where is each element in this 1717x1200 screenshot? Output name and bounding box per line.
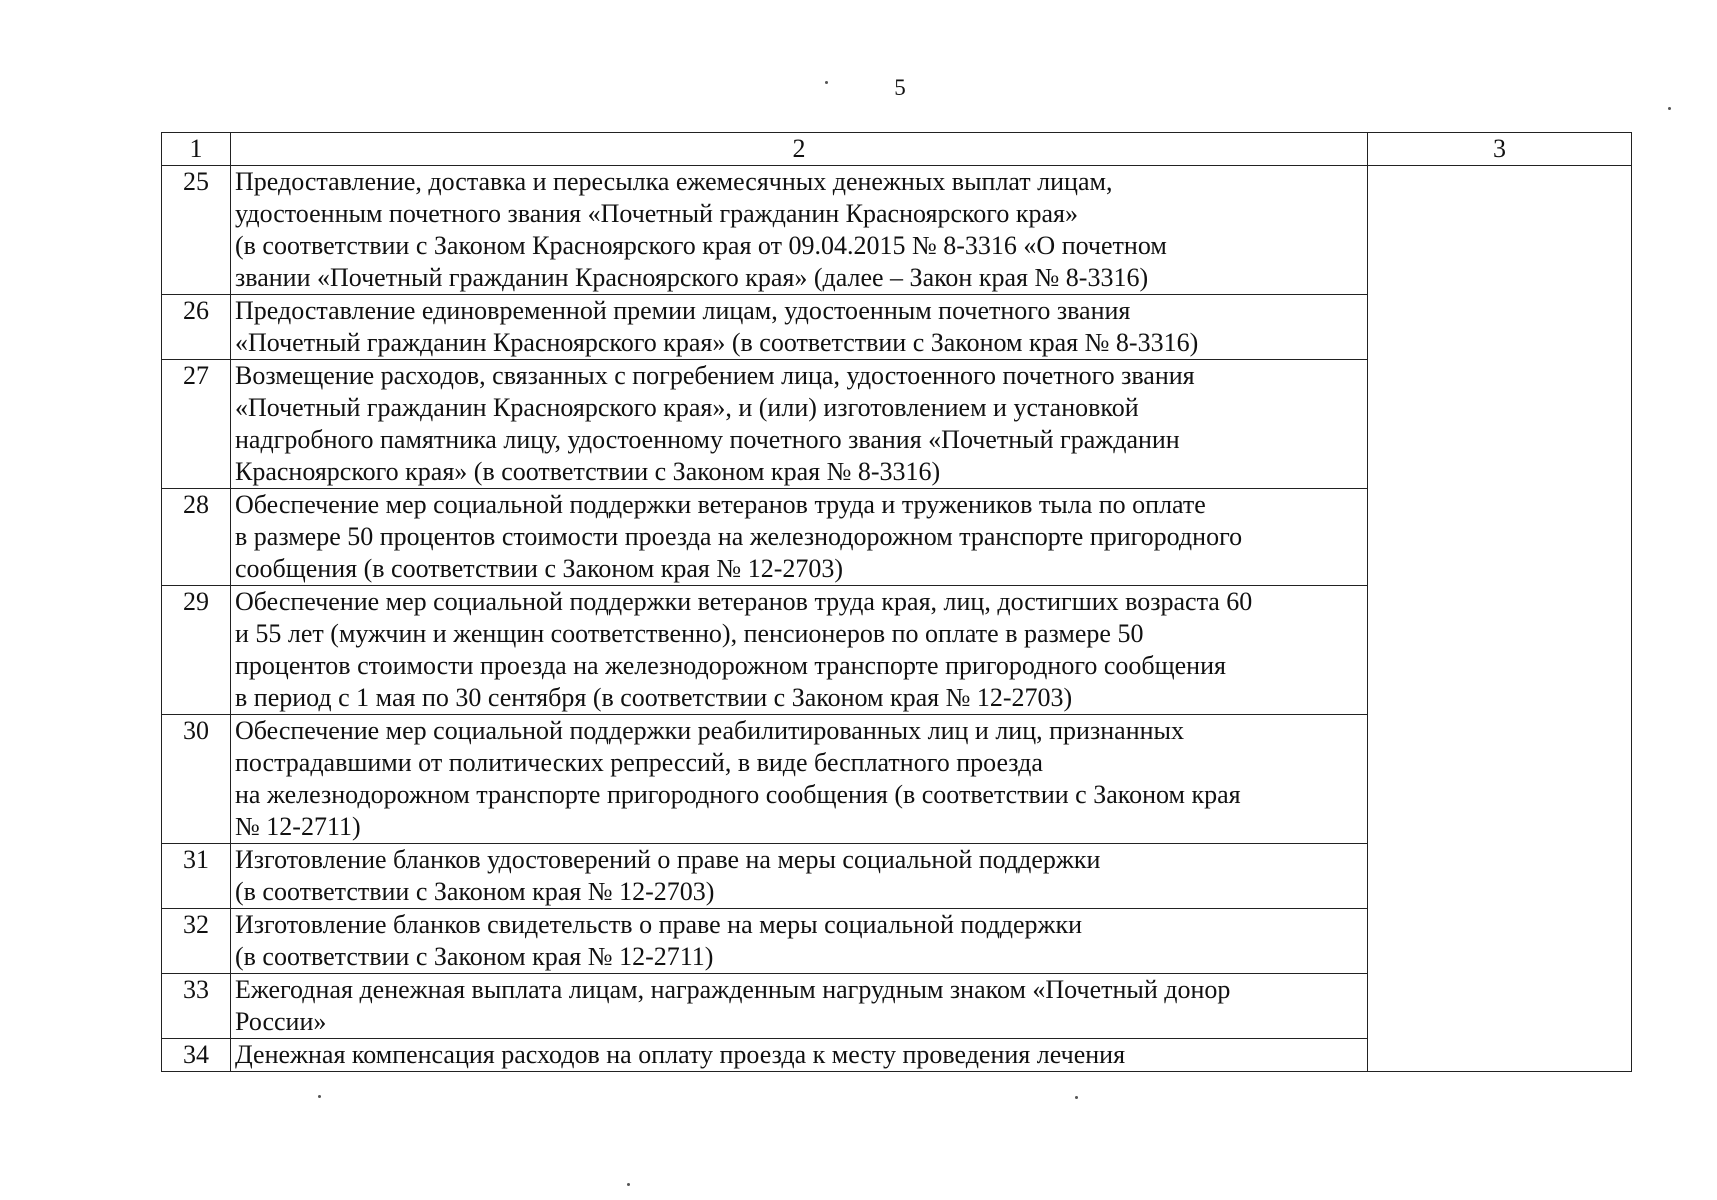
- row-number: 25: [162, 166, 231, 295]
- row-description: [231, 295, 1368, 360]
- row-description: [231, 360, 1368, 489]
- description-line: пострадавшими от политических репрессий, в виде бесплатного проезда: [235, 748, 1043, 777]
- description-line: Обеспечение мер социальной поддержки ветеранов труда края, лиц, достигших возраста 60: [235, 587, 1253, 616]
- scan-speck: [825, 81, 828, 84]
- row-number: 29: [162, 586, 231, 715]
- row-number: 27: [162, 360, 231, 489]
- row-description: [231, 844, 1368, 909]
- description-line: процентов стоимости проезда на железнодорожном транспорте пригородного сообщения: [235, 651, 1226, 680]
- description-line: Возмещение расходов, связанных с погребением лица, удостоенного почетного звания: [235, 361, 1195, 390]
- header-col-1: 1: [162, 133, 231, 166]
- page-number: 5: [894, 75, 906, 100]
- description-line: удостоенным почетного звания «Почетный гражданин Красноярского края»: [235, 199, 1078, 228]
- description-line: «Почетный гражданин Красноярского края», и (или) изготовлением и установкой: [235, 393, 1139, 422]
- header-col-3: 3: [1368, 133, 1632, 166]
- description-line: Денежная компенсация расходов на оплату проезда к месту проведения лечения: [235, 1040, 1126, 1069]
- row-number: 26: [162, 295, 231, 360]
- table-row: [162, 166, 1632, 295]
- description-line: Обеспечение мер социальной поддержки реабилитированных лиц и лиц, признанных: [235, 716, 1184, 745]
- description-line: в размере 50 процентов стоимости проезда на железнодорожном транспорте пригородного: [235, 522, 1243, 551]
- description-line: Изготовление бланков удостоверений о праве на меры социальной поддержки: [235, 845, 1101, 874]
- row-number: 31: [162, 844, 231, 909]
- description-line: (в соответствии с Законом Красноярского края от 09.04.2015 № 8-3316 «О почетном: [235, 231, 1167, 260]
- description-line: и 55 лет (мужчин и женщин соответственно), пенсионеров по оплате в размере 50: [235, 619, 1144, 648]
- row-description: [231, 489, 1368, 586]
- row-number: 30: [162, 715, 231, 844]
- row-number: 34: [162, 1039, 231, 1072]
- description-line: на железнодорожном транспорте пригородного сообщения (в соответствии с Законом края: [235, 780, 1241, 809]
- row-description: [231, 909, 1368, 974]
- description-line: «Почетный гражданин Красноярского края» (в соответствии с Законом края № 8-3316): [235, 328, 1199, 357]
- description-line: России»: [235, 1007, 327, 1036]
- description-line: в период с 1 мая по 30 сентября (в соответствии с Законом края № 12-2703): [235, 683, 1073, 712]
- description-line: Предоставление единовременной премии лицам, удостоенным почетного звания: [235, 296, 1131, 325]
- row-number: 33: [162, 974, 231, 1039]
- row-description: [231, 715, 1368, 844]
- description-line: (в соответствии с Законом края № 12-2703): [235, 877, 715, 906]
- description-line: (в соответствии с Законом края № 12-2711): [235, 942, 714, 971]
- description-line: Красноярского края» (в соответствии с Законом края № 8-3316): [235, 457, 941, 486]
- description-line: звании «Почетный гражданин Красноярского края» (далее – Закон края № 8-3316): [235, 263, 1149, 292]
- services-table: [161, 132, 1632, 1072]
- row-number: 32: [162, 909, 231, 974]
- row-description: [231, 166, 1368, 295]
- table-header-row: [162, 133, 1632, 166]
- header-col-2: 2: [231, 133, 1368, 166]
- row-description: [231, 1039, 1368, 1072]
- description-line: Предоставление, доставка и пересылка ежемесячных денежных выплат лицам,: [235, 167, 1113, 196]
- description-line: Изготовление бланков свидетельств о праве на меры социальной поддержки: [235, 910, 1083, 939]
- scan-speck: [1668, 107, 1671, 110]
- row-description: [231, 974, 1368, 1039]
- description-line: Обеспечение мер социальной поддержки ветеранов труда и тружеников тыла по оплате: [235, 490, 1206, 519]
- scan-speck: [627, 1183, 630, 1186]
- column-3-cell: [1368, 166, 1632, 1072]
- description-line: надгробного памятника лицу, удостоенному почетного звания «Почетный гражданин: [235, 425, 1180, 454]
- description-line: № 12-2711): [235, 812, 361, 841]
- row-number: 28: [162, 489, 231, 586]
- row-description: [231, 586, 1368, 715]
- description-line: Ежегодная денежная выплата лицам, награжденным нагрудным знаком «Почетный донор: [235, 975, 1231, 1004]
- description-line: сообщения (в соответствии с Законом края № 12-2703): [235, 554, 844, 583]
- scan-speck: [1075, 1096, 1078, 1099]
- scan-speck: [318, 1095, 321, 1098]
